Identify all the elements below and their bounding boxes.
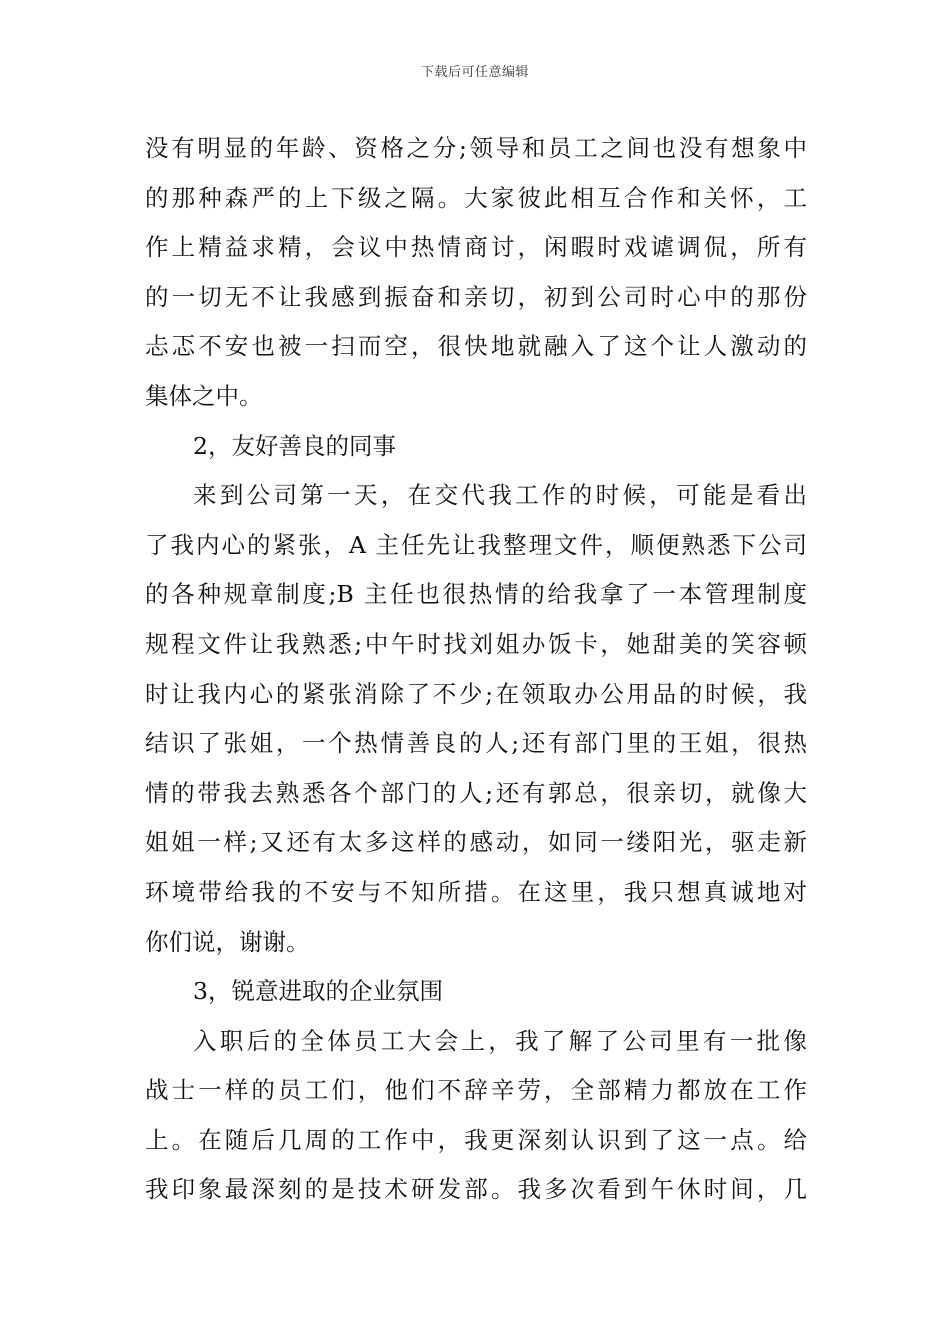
text-line: 规程文件让我熟悉;中午时找刘姐办饭卡，她甜美的笑容顿 [145, 629, 807, 658]
section-heading [145, 422, 807, 472]
section-heading [145, 967, 807, 1017]
heading-text: 2，友好善良的同事 [193, 431, 396, 460]
paragraph-body [145, 471, 807, 967]
paragraph-continuation [145, 124, 807, 422]
text-line: 环境带给我的不安与不知所措。在这里，我只想真诚地对 [145, 877, 807, 906]
text-line: 入职后的全体员工大会上，我了解了公司里有一批像 [193, 1026, 807, 1055]
text-line: 战士一样的员工们，他们不辞辛劳，全部精力都放在工作 [145, 1076, 807, 1105]
text-line: 姐姐一样;又还有太多这样的感动，如同一缕阳光，驱走新 [145, 828, 807, 857]
text-line: 的一切无不让我感到振奋和亲切，初到公司时心中的那份 [145, 282, 807, 311]
document-body [145, 124, 807, 1215]
text-line: 你们说，谢谢。 [145, 927, 310, 956]
heading-text: 3，锐意进取的企业氛围 [193, 977, 443, 1006]
page-header: 下载后可任意编辑 [420, 65, 529, 80]
text-line: 没有明显的年龄、资格之分;领导和员工之间也没有想象中 [145, 134, 807, 162]
text-line: 情的带我去熟悉各个部门的人;还有郭总，很亲切，就像大 [145, 778, 807, 807]
text-line: 时让我内心的紧张消除了不少;在领取办公用品的时候，我 [145, 679, 807, 708]
text-line: 来到公司第一天，在交代我工作的时候，可能是看出 [193, 481, 807, 510]
text-line: 我印象最深刻的是技术研发部。我多次看到午休时间，几 [145, 1175, 807, 1204]
text-line: 上。在随后几周的工作中，我更深刻认识到了这一点。给 [145, 1125, 807, 1154]
text-line: 忐忑不安也被一扫而空，很快地就融入了这个让人激动的 [145, 332, 807, 361]
text-line: 结识了张姐，一个热情善良的人;还有部门里的王姐，很热 [145, 729, 807, 758]
paragraph-body [145, 1017, 807, 1215]
text-line: 集体之中。 [145, 381, 263, 410]
text-line: 的各种规章制度;B 主任也很热情的给我拿了一本管理制度 [145, 580, 807, 609]
text-line: 了我内心的紧张，A 主任先让我整理文件，顺便熟悉下公司 [145, 530, 807, 559]
text-line: 作上精益求精，会议中热情商讨，闲暇时戏谑调侃，所有 [145, 233, 807, 262]
text-line: 的那种森严的上下级之隔。大家彼此相互合作和关怀，工 [145, 183, 807, 212]
